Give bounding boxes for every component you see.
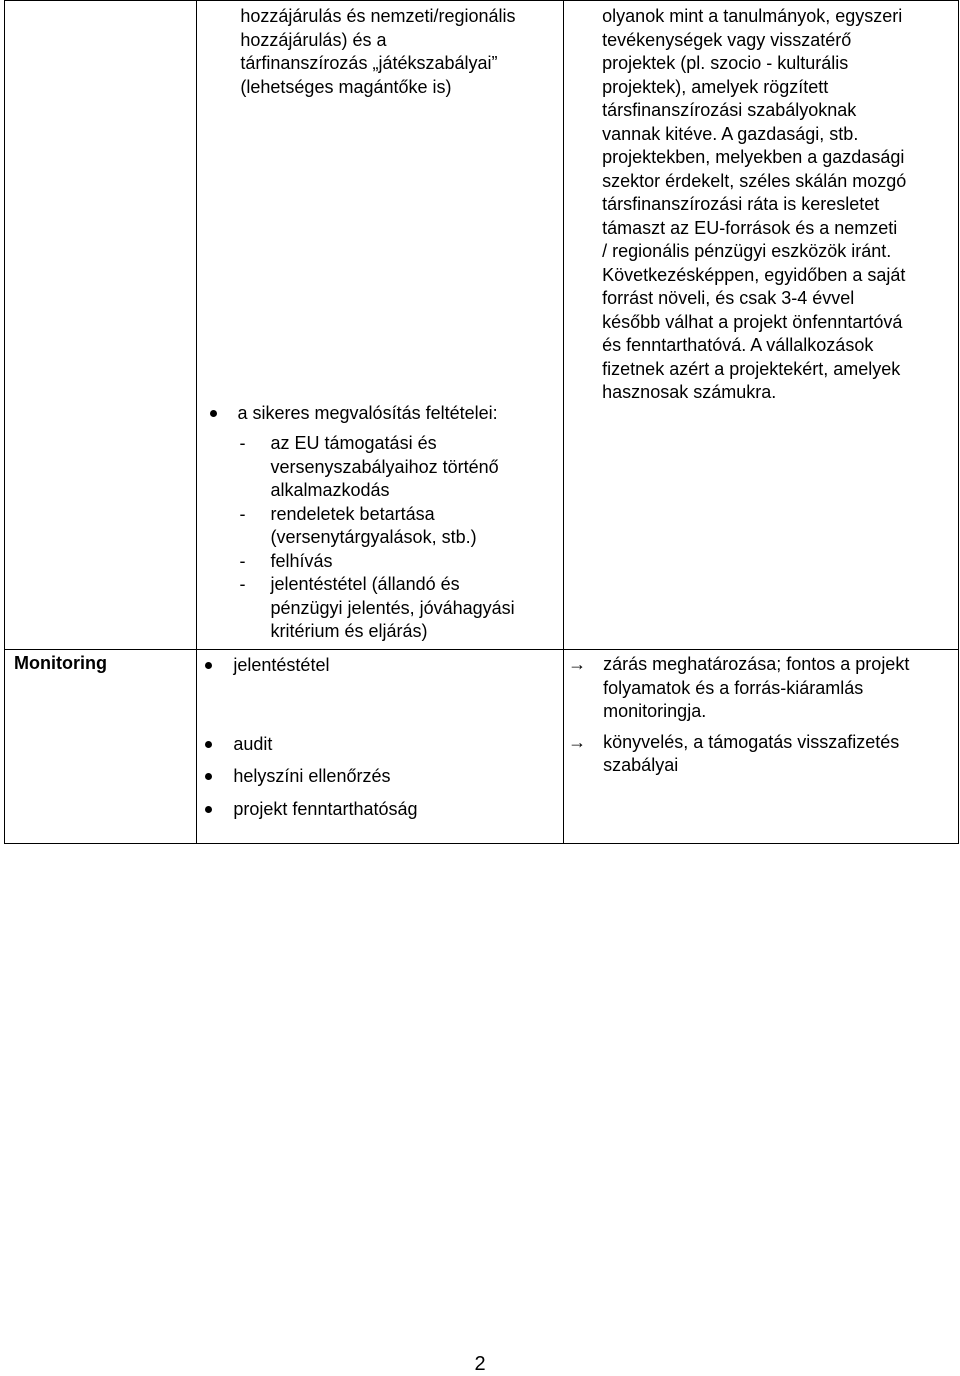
desc-line: társfinanszírozási ráta is keresletet (602, 194, 880, 214)
desc-line: forrást növeli, és csak 3-4 évvel (602, 288, 855, 308)
desc-line: Következésképpen, egyidőben a saját (602, 264, 906, 285)
bullet-icon (205, 662, 212, 669)
row-label-cell-empty (5, 1, 197, 650)
desc-line: támaszt az EU-források és a nemzeti (602, 217, 898, 238)
bullet-icon (205, 741, 212, 748)
bullet-item-3: helyszíni ellenőrzés (197, 765, 563, 789)
desc-line: szektor érdekelt, széles skálán mozgó (602, 170, 907, 191)
arrow-item-1: → zárás meghatározása; fontos a projekt folyamatok és a forrás-kiáramlás monitoringja. (568, 654, 910, 721)
dash-item-3: - felhívás (202, 550, 562, 574)
dash-icon: - (239, 433, 246, 453)
bullet-icon (205, 773, 212, 780)
content-table (4, 0, 959, 844)
monitoring-row (5, 650, 959, 844)
dash-icon: - (239, 550, 246, 571)
desc-line: projektek (pl. szocio - kulturális (602, 53, 849, 73)
desc-line: olyanok mint a tanulmányok, egyszeri (602, 6, 903, 26)
intro-line-2: hozzájárulás) és a (240, 29, 387, 50)
bullet-item-4: projekt fenntarthatóság (197, 798, 563, 822)
intro-line-3: tárfinanszírozás „játékszabályai” (240, 53, 498, 73)
bullet-item-1: jelentéstétel (197, 654, 563, 678)
intro-line-4: (lehetséges magántőke is) (240, 76, 452, 97)
desc-line: projektek), amelyek rögzített (602, 76, 829, 97)
bullet-icon (210, 410, 217, 417)
dash-icon: - (239, 503, 246, 524)
bullet-item-2: audit (197, 733, 563, 757)
monitoring-notes-cell (564, 650, 959, 844)
description-cell (564, 1, 959, 650)
desc-line: és fenntarthatóvá. A vállalkozások (602, 335, 874, 355)
desc-line: tevékenységek vagy visszatérő (602, 29, 852, 50)
desc-line: vannak kitéve. A gazdasági, stb. (602, 123, 859, 144)
success-conditions-bullet: a sikeres megvalósítás feltételei: (202, 402, 562, 426)
desc-line: / regionális pénzügyi eszközök iránt. (602, 241, 892, 261)
conditions-cell (197, 1, 564, 650)
monitoring-label-cell (5, 650, 197, 844)
desc-line: társfinanszírozási szabályoknak (602, 100, 857, 120)
desc-line: hasznosak számukra. (602, 382, 777, 402)
dash-item-4: - jelentéstétel (állandó és pénzügyi jelentés, jóváhagyási kritérium és eljárás) (239, 574, 515, 641)
page-number: 2 (474, 1353, 486, 1375)
bullet-icon (205, 806, 212, 813)
dash-icon: - (239, 574, 246, 594)
dash-item-1: - az EU támogatási és versenyszabályaihoz történő alkalmazkodás (239, 433, 499, 500)
intro-line-1: hozzájárulás és nemzeti/regionális (240, 6, 516, 26)
monitoring-label: Monitoring (14, 653, 107, 673)
monitoring-bullets-cell (197, 650, 564, 844)
arrow-right-icon: → (568, 731, 587, 752)
desc-line: később válhat a projekt önfenntartóvá (602, 311, 903, 332)
dash-item-2: - rendeletek betartása (versenytárgyalások, stb.) (239, 503, 477, 547)
arrow-right-icon: → (568, 654, 587, 674)
funding-row (5, 1, 959, 650)
arrow-item-2: → könyvelés, a támogatás visszafizetés szabályai (568, 731, 900, 775)
desc-line: fizetnek azért a projektekért, amelyek (602, 358, 901, 379)
desc-line: projektekben, melyekben a gazdasági (602, 147, 905, 167)
